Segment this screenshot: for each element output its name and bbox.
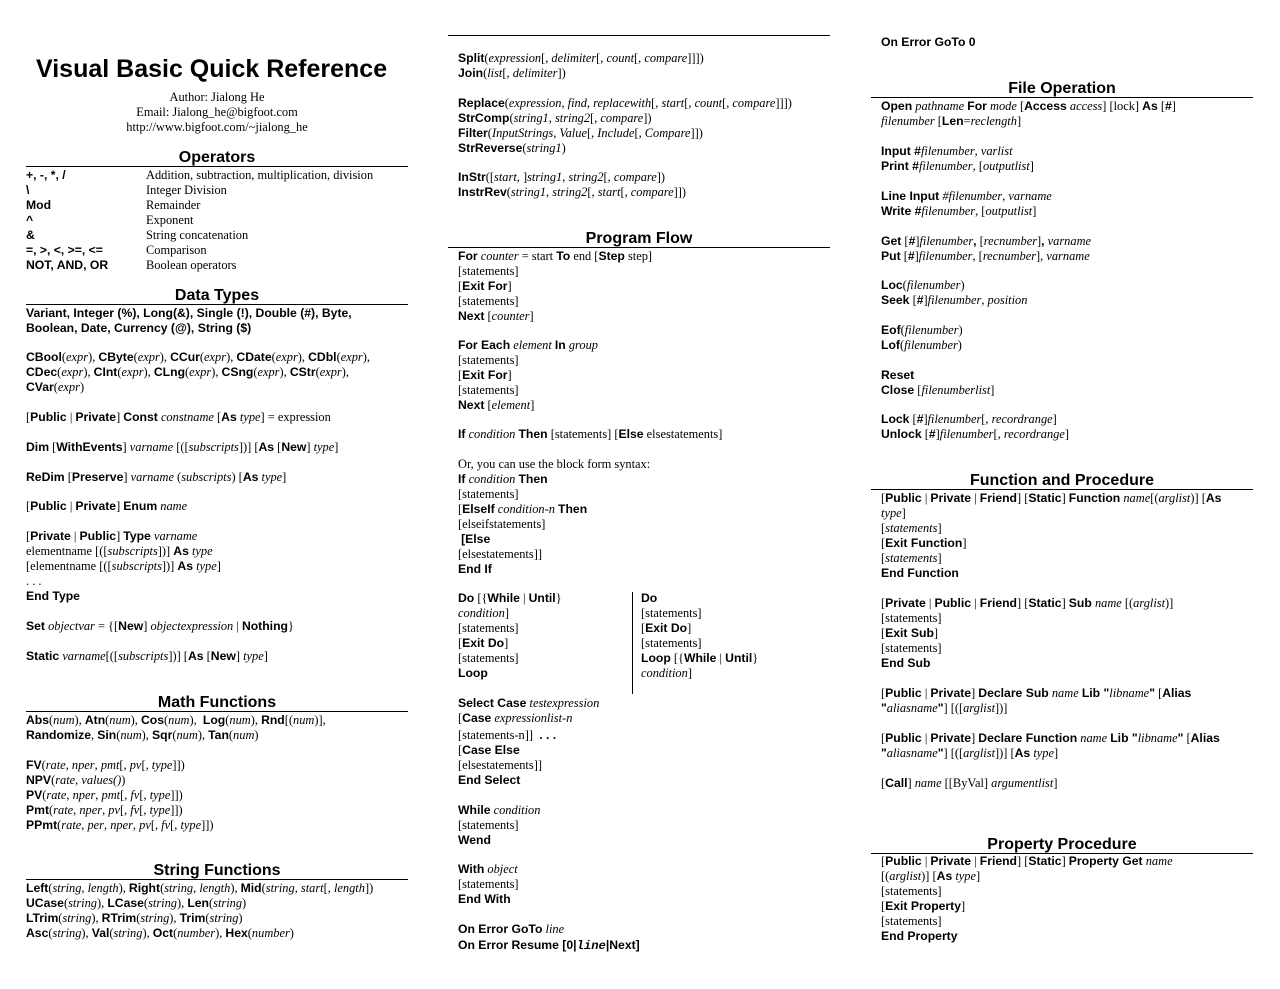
sub-syntax: [statements]: [881, 641, 942, 655]
declare-sub-syntax: "aliasname"] [([arglist])]: [881, 701, 1008, 715]
string-functions-cont: InstrRev(string1, string2[, start[, compare]]): [458, 185, 687, 199]
get-syntax: Get [#]filenumber, [recnumber], varname: [881, 234, 1092, 248]
for-each-syntax: [statements]: [458, 353, 519, 367]
type-syntax: elementname [([subscripts])] As type: [26, 544, 213, 558]
set-syntax: Set objectvar = {[New] objectexpression | Nothing}: [26, 619, 294, 633]
function-syntax: [statements]: [881, 521, 942, 535]
math-functions: Randomize, Sin(num), Sqr(num), Tan(num): [26, 728, 259, 742]
for-syntax: For counter = start To end [Step step]: [458, 249, 653, 263]
for-each-syntax: [statements]: [458, 383, 519, 397]
string-functions: LTrim(string), RTrim(string), Trim(string): [26, 911, 243, 925]
type-syntax: [elementname [([subscripts])] As type]: [26, 559, 221, 573]
sub-syntax: End Sub: [881, 656, 931, 670]
property-procedure-heading: Property Procedure: [871, 836, 1253, 854]
if-block-syntax: [statements]: [458, 487, 519, 501]
page-title: Visual Basic Quick Reference: [36, 55, 388, 83]
do-loop-syntax: Do: [641, 591, 658, 605]
while-syntax: [statements]: [458, 818, 519, 832]
function-syntax: type]: [881, 506, 906, 520]
unlock-syntax: Unlock [#]filenumber[, recordrange]: [881, 427, 1069, 441]
string-functions: UCase(string), LCase(string), Len(string): [26, 896, 247, 910]
line-input-syntax: Line Input #filenumber, varname: [881, 189, 1052, 203]
function-syntax: [Public | Private | Friend] [Static] Function name[(arglist)] [As: [881, 491, 1222, 505]
if-block-syntax: [Else: [461, 532, 491, 546]
top-rule: [448, 35, 830, 36]
if-block-syntax: [elsestatements]]: [458, 547, 542, 561]
declare-sub-syntax: [Public | Private] Declare Sub name Lib "libname" [Alias: [881, 686, 1192, 700]
string-functions: Left(string, length), Right(string, length), Mid(string, start[, length]): [26, 881, 374, 895]
declare-function-syntax: [Public | Private] Declare Function name Lib "libname" [Alias: [881, 731, 1220, 745]
conversion-functions: CBool(expr), CByte(expr), CCur(expr), CDate(expr), CDbl(expr),: [26, 350, 370, 364]
select-case-syntax: [elsestatements]]: [458, 758, 542, 772]
conversion-functions: CVar(expr): [26, 380, 85, 394]
string-functions-cont: StrReverse(string1): [458, 141, 566, 155]
select-case-syntax: [Case Else: [458, 743, 520, 757]
while-syntax: While condition: [458, 803, 541, 817]
property-get-syntax: [(arglist)] [As type]: [881, 869, 981, 883]
sub-syntax: [statements]: [881, 611, 942, 625]
property-get-syntax: [Public | Private | Friend] [Static] Property Get name: [881, 854, 1173, 868]
email-line: Email: Jialong_he@bigfoot.com: [136, 105, 298, 119]
function-syntax: [statements]: [881, 551, 942, 565]
for-syntax: Next [counter]: [458, 309, 534, 323]
open-syntax: Open pathname For mode [Access access] [lock] As [#]: [881, 99, 1176, 113]
dim-syntax: Dim [WithEvents] varname [([subscripts])] [As [New] type]: [26, 440, 339, 454]
redim-syntax: ReDim [Preserve] varname (subscripts) [As type]: [26, 470, 287, 484]
do-loop-syntax: [statements]: [641, 606, 702, 620]
type-syntax: . . .: [26, 574, 42, 588]
type-syntax: [Private | Public] Type varname: [26, 529, 198, 543]
do-while-syntax: [statements]: [458, 621, 519, 635]
finance-functions: PV(rate, nper, pmt[, fv[, type]]): [26, 788, 183, 802]
lock-syntax: Lock [#]filenumber[, recordrange]: [881, 412, 1057, 426]
do-loop-syntax: condition]: [641, 666, 692, 680]
do-loop-syntax: [statements]: [641, 636, 702, 650]
string-functions-cont: Filter(InputStrings, Value[, Include[, Compare]]): [458, 126, 703, 140]
input-syntax: Input #filenumber, varlist: [881, 144, 1013, 158]
close-syntax: Close [filenumberlist]: [881, 383, 995, 397]
for-syntax: [statements]: [458, 264, 519, 278]
finance-functions: FV(rate, nper, pmt[, pv[, type]]): [26, 758, 185, 772]
string-functions-cont: Join(list[, delimiter]): [458, 66, 566, 80]
print-syntax: Print #filenumber, [outputlist]: [881, 159, 1034, 173]
string-functions-cont: Split(expression[, delimiter[, count[, compare]]]): [458, 51, 704, 65]
do-while-syntax: [statements]: [458, 651, 519, 665]
function-syntax: [Exit Function]: [881, 536, 967, 550]
do-while-syntax: Do [{While | Until}: [458, 591, 562, 605]
string-functions-cont: StrComp(string1, string2[, compare]): [458, 111, 652, 125]
lof-syntax: Lof(filenumber): [881, 338, 962, 352]
with-syntax: With object: [458, 862, 518, 876]
finance-functions: Pmt(rate, nper, pv[, fv[, type]]): [26, 803, 183, 817]
property-get-syntax: [Exit Property]: [881, 899, 966, 913]
on-error-syntax: On Error GoTo line: [458, 922, 565, 936]
do-while-syntax: condition]: [458, 606, 509, 620]
for-each-syntax: Next [element]: [458, 398, 535, 412]
for-syntax: [Exit For]: [458, 279, 512, 293]
with-syntax: [statements]: [458, 877, 519, 891]
on-error-goto-0: On Error GoTo 0: [881, 35, 976, 49]
math-functions-heading: Math Functions: [26, 694, 408, 712]
with-syntax: End With: [458, 892, 511, 906]
string-functions-cont: InStr([start, ]string1, string2[, compare]): [458, 170, 666, 184]
type-syntax: End Type: [26, 589, 80, 603]
string-functions-cont: Replace(expression, find, replacewith[, start[, count[, compare]]]): [458, 96, 792, 110]
data-types-heading: Data Types: [26, 287, 408, 305]
if-block-syntax: [ElseIf condition-n Then: [458, 502, 588, 516]
write-syntax: Write #filenumber, [outputlist]: [881, 204, 1037, 218]
const-syntax: [Public | Private] Const constname [As type] = expression: [26, 410, 331, 424]
put-syntax: Put [#]filenumber, [recnumber], varname: [881, 249, 1090, 263]
enum-syntax: [Public | Private] Enum name: [26, 499, 188, 513]
declare-function-syntax: "aliasname"] [([arglist])] [As type]: [881, 746, 1059, 760]
sub-syntax: [Private | Public | Friend] [Static] Sub name [(arglist)]: [881, 596, 1174, 610]
property-get-syntax: [statements]: [881, 884, 942, 898]
math-functions: Abs(num), Atn(num), Cos(num), Log(num), Rnd[(num)],: [26, 713, 326, 727]
author-line: Author: Jialong He: [169, 90, 265, 104]
static-syntax: Static varname[([subscripts])] [As [New] type]: [26, 649, 268, 663]
select-case-syntax: Select Case testexpression: [458, 696, 600, 710]
reset-syntax: Reset: [881, 368, 915, 382]
select-case-syntax: [Case expressionlist-n: [458, 711, 573, 725]
while-syntax: Wend: [458, 833, 491, 847]
data-types-list: Boolean, Date, Currency (@), String ($): [26, 321, 252, 335]
do-while-syntax: [Exit Do]: [458, 636, 509, 650]
finance-functions: NPV(rate, values()): [26, 773, 126, 787]
select-case-syntax: End Select: [458, 773, 521, 787]
for-syntax: [statements]: [458, 294, 519, 308]
do-loop-syntax: [Exit Do]: [641, 621, 692, 635]
function-syntax: End Function: [881, 566, 959, 580]
do-while-syntax: Loop: [458, 666, 488, 680]
block-intro: Or, you can use the block form syntax:: [458, 457, 651, 471]
function-procedure-heading: Function and Procedure: [871, 472, 1253, 490]
do-loop-syntax: Loop [{While | Until}: [641, 651, 759, 665]
eof-syntax: Eof(filenumber): [881, 323, 963, 337]
program-flow-heading: Program Flow: [448, 230, 830, 248]
do-loop-divider: [632, 592, 633, 694]
operators-heading: Operators: [26, 149, 408, 167]
if-block-syntax: End If: [458, 562, 492, 576]
string-functions: Asc(string), Val(string), Oct(number), Hex(number): [26, 926, 294, 940]
for-each-syntax: For Each element In group: [458, 338, 599, 352]
if-block-syntax: If condition Then: [458, 472, 548, 486]
property-get-syntax: [statements]: [881, 914, 942, 928]
if-syntax: If condition Then [statements] [Else elsestatements]: [458, 427, 723, 441]
call-syntax: [Call] name [[ByVal] argumentlist]: [881, 776, 1058, 790]
seek-syntax: Seek [#]filenumber, position: [881, 293, 1028, 307]
for-each-syntax: [Exit For]: [458, 368, 512, 382]
loc-syntax: Loc(filenumber): [881, 278, 965, 292]
file-operation-heading: File Operation: [871, 80, 1253, 98]
url-line: http://www.bigfoot.com/~jialong_he: [126, 120, 308, 134]
open-syntax: filenumber [Len=reclength]: [881, 114, 1022, 128]
conversion-functions: CDec(expr), CInt(expr), CLng(expr), CSng(expr), CStr(expr),: [26, 365, 349, 379]
on-error-syntax: On Error Resume [0|line|Next]: [458, 938, 640, 953]
if-block-syntax: [elseifstatements]: [458, 517, 546, 531]
sub-syntax: [Exit Sub]: [881, 626, 939, 640]
string-functions-heading: String Functions: [26, 862, 408, 880]
property-get-syntax: End Property: [881, 929, 958, 943]
select-case-syntax: [statements-n]] . . .: [458, 728, 557, 742]
data-types-list: Variant, Integer (%), Long(&), Single (!), Double (#), Byte,: [26, 306, 352, 320]
finance-functions: PPmt(rate, per, nper, pv[, fv[, type]]): [26, 818, 214, 832]
